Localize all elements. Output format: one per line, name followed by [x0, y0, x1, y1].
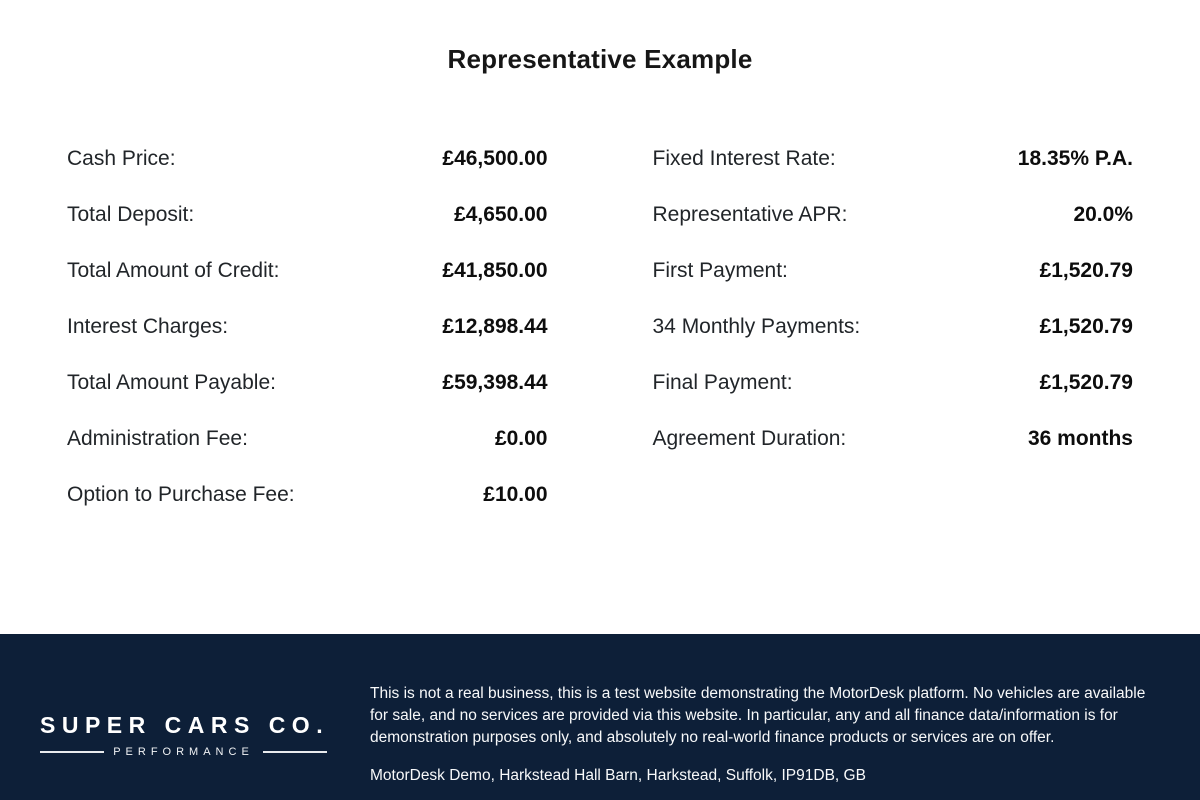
finance-row-total-amount-of-credit — [67, 243, 548, 299]
finance-value: £59,398.44 — [442, 371, 548, 394]
company-logo-name: SUPER CARS CO. — [40, 712, 330, 738]
finance-label: Interest Charges: — [67, 315, 229, 338]
finance-row-option-to-purchase-fee — [67, 467, 548, 523]
finance-label: Administration Fee: — [67, 427, 248, 450]
finance-row-total-amount-payable — [67, 355, 548, 411]
finance-row-final-payment — [653, 355, 1134, 411]
finance-label: Representative APR: — [652, 203, 848, 226]
finance-value: £46,500.00 — [442, 147, 548, 170]
company-logo-tagline — [40, 746, 327, 758]
finance-row-representative-apr — [653, 187, 1134, 243]
finance-value: £1,520.79 — [1039, 371, 1133, 394]
footer-text — [370, 683, 1160, 787]
finance-value: 18.35% P.A. — [1017, 147, 1133, 170]
finance-right-column — [653, 131, 1134, 523]
finance-row-fixed-interest-rate — [653, 131, 1134, 187]
finance-row-first-payment — [653, 243, 1134, 299]
finance-row-administration-fee — [67, 411, 548, 467]
finance-label: Total Deposit: — [67, 203, 195, 226]
finance-value: £41,850.00 — [442, 259, 548, 282]
company-address: MotorDesk Demo, Harkstead Hall Barn, Harkstead, Suffolk, IP91DB, GB — [370, 767, 866, 784]
finance-label: Option to Purchase Fee: — [67, 483, 295, 506]
finance-value: £1,520.79 — [1039, 315, 1133, 338]
finance-row-interest-charges — [67, 299, 548, 355]
company-logo — [40, 712, 330, 758]
disclaimer-text: This is not a real business, this is a test website demonstrating the MotorDesk platform. No vehicles are available for sale, and no services are provided via this website. In particular, any and all finance data/information is for demonstration purposes only, and absolutely no real-world finance products or services are on offer. — [370, 685, 1146, 746]
finance-label: Final Payment: — [652, 371, 793, 394]
finance-label: Total Amount of Credit: — [67, 259, 280, 282]
page-title: Representative Example — [447, 44, 753, 74]
site-footer — [0, 634, 1200, 800]
finance-label: Cash Price: — [67, 147, 176, 170]
finance-value: £1,520.79 — [1039, 259, 1133, 282]
tagline-right-line — [263, 751, 327, 753]
finance-row-cash-price — [67, 131, 548, 187]
finance-row-agreement-duration — [653, 411, 1134, 467]
finance-label: 34 Monthly Payments: — [652, 315, 861, 338]
finance-example-grid — [0, 131, 1200, 523]
finance-value: 20.0% — [1073, 203, 1133, 226]
finance-label: First Payment: — [652, 259, 788, 282]
tagline-left-line — [40, 751, 104, 753]
finance-value: £0.00 — [494, 427, 548, 450]
finance-value: 36 months — [1027, 427, 1133, 450]
finance-value: £4,650.00 — [454, 203, 548, 226]
finance-value: £10.00 — [483, 483, 548, 506]
finance-label: Total Amount Payable: — [67, 371, 276, 394]
tagline-text: PERFORMANCE — [113, 746, 254, 758]
finance-value: £12,898.44 — [442, 315, 548, 338]
finance-label: Fixed Interest Rate: — [652, 147, 836, 170]
finance-label: Agreement Duration: — [652, 427, 847, 450]
finance-row-total-deposit — [67, 187, 548, 243]
finance-left-column — [67, 131, 548, 523]
finance-row-monthly-payments — [653, 299, 1134, 355]
